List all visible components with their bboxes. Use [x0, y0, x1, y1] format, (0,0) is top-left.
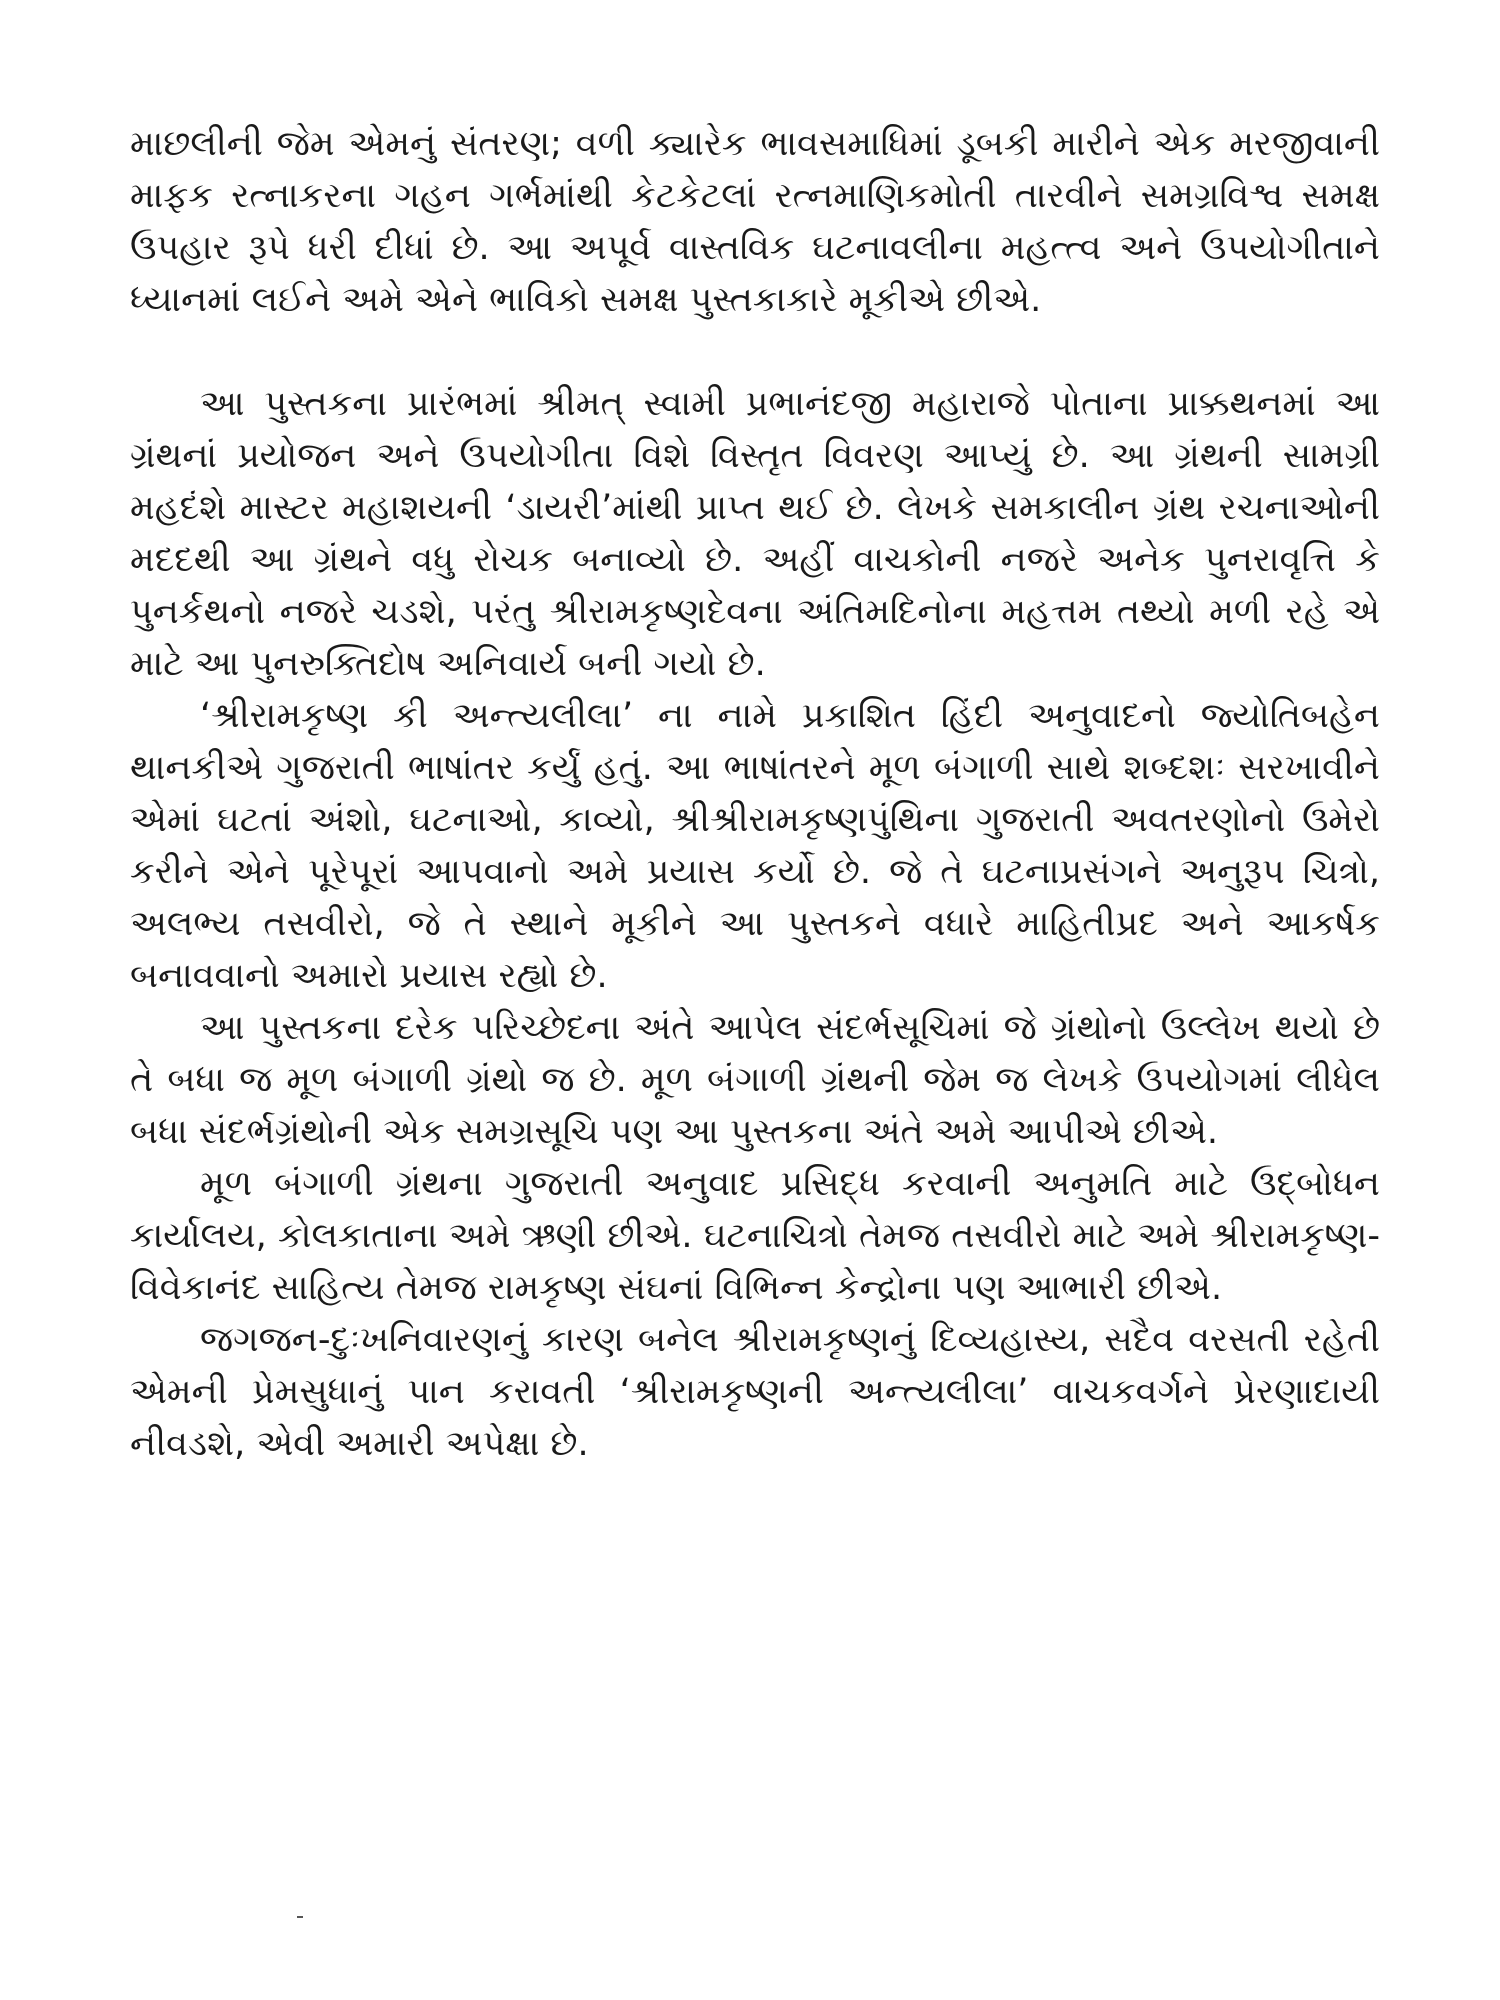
paragraph-closing: જગજન-દુઃખનિવારણનું કારણ બનેલ શ્રીરામકૃષ્ણનું દિવ્યહાસ્ય, સદૈવ વરસતી રહેતી એમની પ્રેમસુધાનું પાન કરાવતી ‘શ્રીરામકૃષ્ણની અન્ત્યલીલા’ વાચકવર્ગને પ્રેરણાદાયી નીવડશે, એવી અમારી અપેક્ષા છે.	[130, 1320, 1380, 1464]
paragraph-translation: ‘શ્રીરામકૃષ્ણ કી અન્ત્યલીલા’ ના નામે પ્રકાશિત હિંદી અનુવાદનો જ્યોતિબહેન થાનકીએ ગુજરાતી ભાષાંતર કર્યું હતું. આ ભાષાંતરને મૂળ બંગાળી સાથે શબ્દશઃ સરખાવીને એમાં ઘટતાં અંશો, ઘટનાઓ, કાવ્યો, શ્રીશ્રીરામકૃષ્ણપુંથિના ગુજરાતી અવતરણોનો ઉમેરો કરીને એને પૂરેપૂરાં આપવાનો અમે પ્રયાસ કર્યો છે. જે તે ઘટનાપ્રસંગને અનુરૂપ ચિત્રો, અલભ્ય તસવીરો, જે તે સ્થાને મૂકીને આ પુસ્તકને વધારે માહિતીપ્રદ અને આકર્ષક બનાવવાનો અમારો પ્રયાસ રહ્યો છે.	[130, 696, 1380, 996]
paragraph-acknowledgement: મૂળ બંગાળી ગ્રંથના ગુજરાતી અનુવાદ પ્રસિદ્ધ કરવાની અનુમતિ માટે ઉદ્‌બોધન કાર્યાલય, કોલકાતાના અમે ઋણી છીએ. ઘટનાચિત્રો તેમજ તસવીરો માટે અમે શ્રીરામકૃષ્ણ-વિવેકાનંદ સાહિત્ય તેમજ રામકૃષ્ણ સંઘનાં વિભિન્ન કેન્દ્રોના પણ આભારી છીએ.	[130, 1164, 1380, 1308]
scan-speck	[297, 1916, 303, 1918]
paragraph-references: આ પુસ્તકના દરેક પરિચ્છેદના અંતે આપેલ સંદર્ભસૂચિમાં જે ગ્રંથોનો ઉલ્લેખ થયો છે તે બધા જ મૂળ બંગાળી ગ્રંથો જ છે. મૂળ બંગાળી ગ્રંથની જેમ જ લેખકે ઉપયોગમાં લીધેલ બધા સંદર્ભગ્રંથોની એક સમગ્રસૂચિ પણ આ પુસ્તકના અંતે અમે આપીએ છીએ.	[130, 1008, 1380, 1152]
paragraph-continuation: માછલીની જેમ એમનું સંતરણ; વળી ક્યારેક ભાવસમાધિમાં ડૂબકી મારીને એક મરજીવાની માફક રત્નાકરના ગહન ગર્ભમાંથી કેટકેટલાં રત્નમાણિકમોતી તારવીને સમગ્રવિશ્વ સમક્ષ ઉપહાર રૂપે ધરી દીધાં છે. આ અપૂર્વ વાસ્તવિક ઘટનાવલીના મહત્ત્વ અને ઉપયોગીતાને ધ્યાનમાં લઈને અમે એને ભાવિકો સમક્ષ પુસ્તકાકારે મૂકીએ છીએ.	[130, 124, 1380, 320]
paragraph-prastavana-intro: આ પુસ્તકના પ્રારંભમાં શ્રીમત્ સ્વામી પ્રભાનંદજી મહારાજે પોતાના પ્રાક્કથનમાં આ ગ્રંથનાં પ્રયોજન અને ઉપયોગીતા વિશે વિસ્તૃત વિવરણ આપ્યું છે. આ ગ્રંથની સામગ્રી મહદંશે માસ્ટર મહાશયની ‘ડાયરી’માંથી પ્રાપ્ત થઈ છે. લેખકે સમકાલીન ગ્રંથ રચનાઓની મદદથી આ ગ્રંથને વધુ રોચક બનાવ્યો છે. અહીં વાચકોની નજરે અનેક પુનરાવૃત્તિ કે પુનર્કથનો નજરે ચડશે, પરંતુ શ્રીરામકૃષ્ણદેવના અંતિમદિનોના મહત્તમ તથ્યો મળી રહે એ માટે આ પુનરુક્તિદોષ અનિવાર્ય બની ગયો છે.	[130, 384, 1380, 684]
body-text	[130, 118, 1380, 1470]
